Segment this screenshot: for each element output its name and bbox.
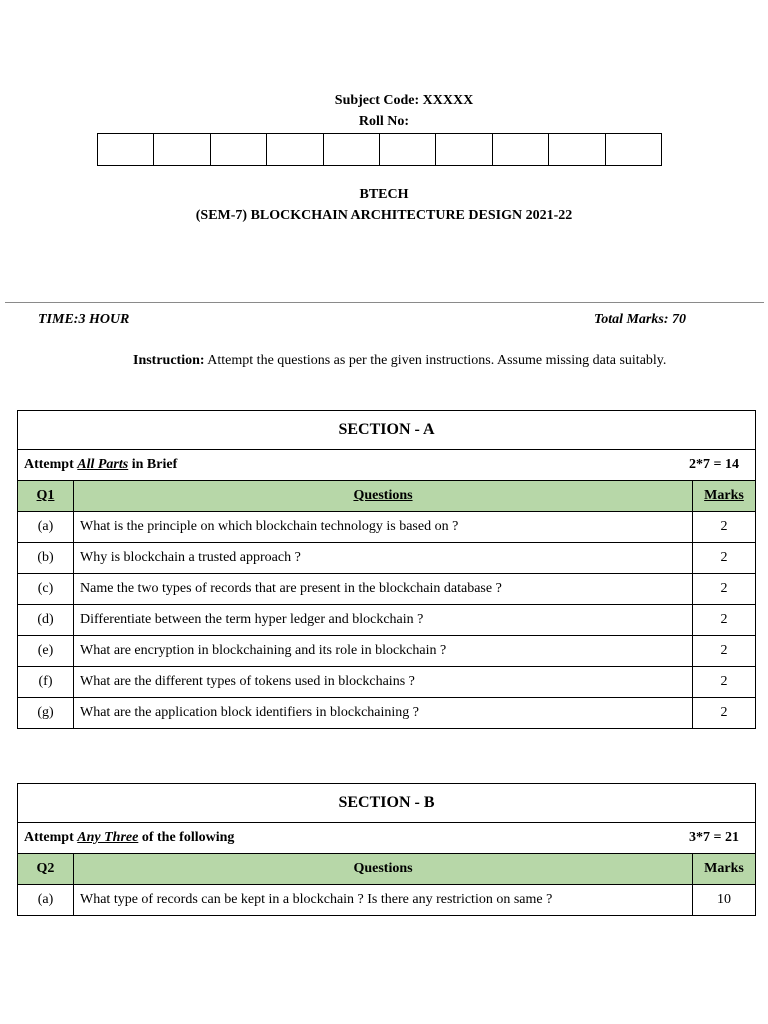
attempt-suffix: of the following xyxy=(138,830,235,845)
roll-number-box[interactable] xyxy=(549,134,605,165)
q-number-label: Q2 xyxy=(36,861,55,876)
column-header-marks xyxy=(693,854,756,885)
roll-number-box[interactable] xyxy=(98,134,154,165)
roll-number-box[interactable] xyxy=(606,134,662,165)
section-a-attempt-instruction xyxy=(24,457,177,473)
question-text: Name the two types of records that are present in the blockchain database ? xyxy=(74,574,693,605)
marks-label: Marks xyxy=(704,861,744,876)
question-text: Why is blockchain a trusted approach ? xyxy=(74,543,693,574)
marks-label: Marks xyxy=(704,488,744,503)
question-row xyxy=(18,574,756,605)
subject-code: Subject Code: XXXXX xyxy=(334,93,474,108)
instruction-text: Attempt the questions as per the given instructions. Assume missing data suitably. xyxy=(204,353,667,368)
question-text: What are the different types of tokens used in blockchains ? xyxy=(74,667,693,698)
question-number: (a) xyxy=(18,512,74,543)
question-row xyxy=(18,667,756,698)
attempt-emphasis: All Parts xyxy=(77,457,129,472)
section-b-title: SECTION - B xyxy=(18,784,756,823)
section-b-attempt-row xyxy=(18,823,756,854)
question-text: What are encryption in blockchaining and its role in blockchain ? xyxy=(74,636,693,667)
roll-number-boxes xyxy=(97,133,662,166)
section-a-attempt-row xyxy=(18,450,756,481)
instruction xyxy=(133,353,666,369)
question-text: Differentiate between the term hyper ledger and blockchain ? xyxy=(74,605,693,636)
question-marks: 2 xyxy=(693,512,756,543)
question-number: (a) xyxy=(18,885,74,916)
question-number: (b) xyxy=(18,543,74,574)
roll-number-box[interactable] xyxy=(267,134,323,165)
questions-label: Questions xyxy=(353,861,413,876)
column-header-question-number xyxy=(18,481,74,512)
question-row xyxy=(18,885,756,916)
question-marks: 2 xyxy=(693,636,756,667)
exam-time: TIME:3 HOUR xyxy=(38,312,130,327)
column-header-marks xyxy=(693,481,756,512)
roll-number-box[interactable] xyxy=(154,134,210,165)
roll-number-box[interactable] xyxy=(324,134,380,165)
section-a-title: SECTION - A xyxy=(18,411,756,450)
question-marks: 2 xyxy=(693,574,756,605)
question-row xyxy=(18,636,756,667)
question-marks: 10 xyxy=(693,885,756,916)
exam-title: (SEM-7) BLOCKCHAIN ARCHITECTURE DESIGN 2021-22 xyxy=(195,208,573,223)
question-marks: 2 xyxy=(693,667,756,698)
roll-number-box[interactable] xyxy=(211,134,267,165)
column-header-question-number xyxy=(18,854,74,885)
roll-number-box[interactable] xyxy=(436,134,492,165)
section-b-table xyxy=(17,783,756,916)
question-number: (e) xyxy=(18,636,74,667)
attempt-prefix: Attempt xyxy=(24,830,78,845)
question-number: (f) xyxy=(18,667,74,698)
header-divider xyxy=(5,302,764,303)
roll-number-label: Roll No: xyxy=(358,114,410,129)
section-a-marks-formula: 2*7 = 14 xyxy=(689,457,739,472)
column-header-questions xyxy=(74,481,693,512)
question-marks: 2 xyxy=(693,698,756,729)
question-marks: 2 xyxy=(693,605,756,636)
attempt-emphasis: Any Three xyxy=(77,830,139,845)
question-row xyxy=(18,605,756,636)
question-number: (g) xyxy=(18,698,74,729)
roll-number-box[interactable] xyxy=(380,134,436,165)
roll-number-box[interactable] xyxy=(493,134,549,165)
question-text: What is the principle on which blockchain technology is based on ? xyxy=(74,512,693,543)
q-number-label: Q1 xyxy=(36,488,55,503)
section-a-table xyxy=(17,410,756,729)
section-b-marks-formula: 3*7 = 21 xyxy=(689,830,739,845)
question-marks: 2 xyxy=(693,543,756,574)
attempt-suffix: in Brief xyxy=(128,457,178,472)
question-text: What are the application block identifiers in blockchaining ? xyxy=(74,698,693,729)
column-header-questions xyxy=(74,854,693,885)
instruction-label: Instruction: xyxy=(133,353,205,368)
total-marks: Total Marks: 70 xyxy=(593,312,686,327)
question-row xyxy=(18,543,756,574)
question-row xyxy=(18,512,756,543)
question-number: (d) xyxy=(18,605,74,636)
attempt-prefix: Attempt xyxy=(24,457,78,472)
question-row xyxy=(18,698,756,729)
section-b-attempt-instruction xyxy=(24,830,234,846)
question-number: (c) xyxy=(18,574,74,605)
exam-program: BTECH xyxy=(359,187,409,202)
questions-label: Questions xyxy=(353,488,413,503)
question-text: What type of records can be kept in a blockchain ? Is there any restriction on same ? xyxy=(74,885,693,916)
